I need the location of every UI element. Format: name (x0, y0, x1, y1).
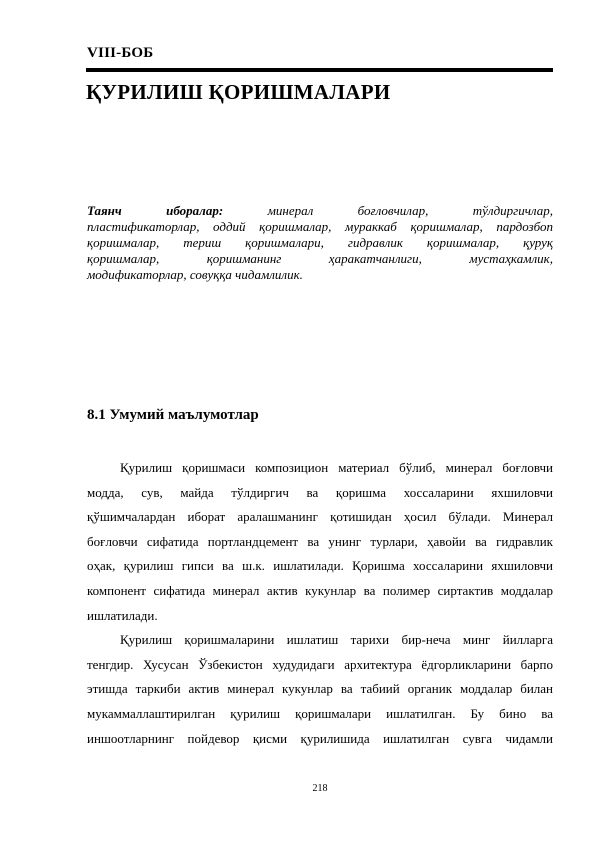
keywords-block (87, 203, 553, 283)
keywords-line: пластификаторлар, оддий қоришмалар, мураккаб қоришмалар, пардозбоп (87, 219, 553, 234)
chapter-divider (86, 68, 553, 72)
paragraph-line: мукаммаллаштирилган қурилиш қоришмалари ишлатилган. Бу бино ва (87, 705, 553, 721)
body-text (87, 456, 553, 751)
page-number: 218 (312, 783, 328, 794)
keywords-label: Таянч иборалар: (87, 203, 224, 218)
paragraph-line: қўшимчалардан иборат аралашманинг қотишидан ҳосил бўлади. Минерал (87, 509, 553, 525)
keywords-line: қоришмалар, териш қоришмалари, гидравлик қоришмалар, қуруқ (87, 235, 553, 250)
paragraph-line: компонент сифатида минерал актив кукунлар ва полимер сиртактив моддалар (87, 582, 553, 598)
paragraph-line: оҳак, қурилиш гипси ва ш.к. ишлатилади. Қоришма хоссаларини яхшиловчи (87, 558, 553, 574)
paragraph-line: иншоотларнинг пойдевор қисми қурилишида ишлатилган сувга чидамли (87, 730, 553, 746)
paragraph-line: модда, сув, майда тўлдиргич ва қоришма хоссаларини яхшиловчи (87, 484, 553, 500)
chapter-title: ҚУРИЛИШ ҚОРИШМАЛАРИ (86, 80, 391, 104)
keywords-line (87, 203, 553, 219)
paragraph-line: этишда таркиби актив минерал кукунлар ва табиий органик моддалар билан (87, 681, 553, 697)
paragraph-line: ишлатилади. (87, 607, 158, 623)
keywords-text: минерал боғловчилар, тўлдиргичлар, (267, 203, 554, 218)
paragraph-line: Қурилиш қоришмаси композицион материал бўлиб, минерал боғловчи (120, 460, 553, 475)
keywords-line: қоришмалар, қоришманинг ҳаракатчанлиги, мустаҳкамлик, (87, 251, 553, 266)
paragraph-line: тенгдир. Хусусан Ўзбекистон худудидаги архитектура ёдгорликларини барпо (87, 656, 553, 672)
section-heading: 8.1 Умумий маълумотлар (87, 407, 259, 423)
paragraph-line: Қурилиш қоришмаларини ишлатиш тарихи бир-неча минг йилларга (120, 632, 553, 648)
chapter-label: VIII-БОБ (87, 45, 154, 61)
paragraph-line: боғловчи сифатида портландцемент ва унинг турлари, ҳавойи ва гидравлик (87, 533, 553, 549)
keywords-line: модификаторлар, совуққа чидамлилик. (87, 267, 303, 282)
